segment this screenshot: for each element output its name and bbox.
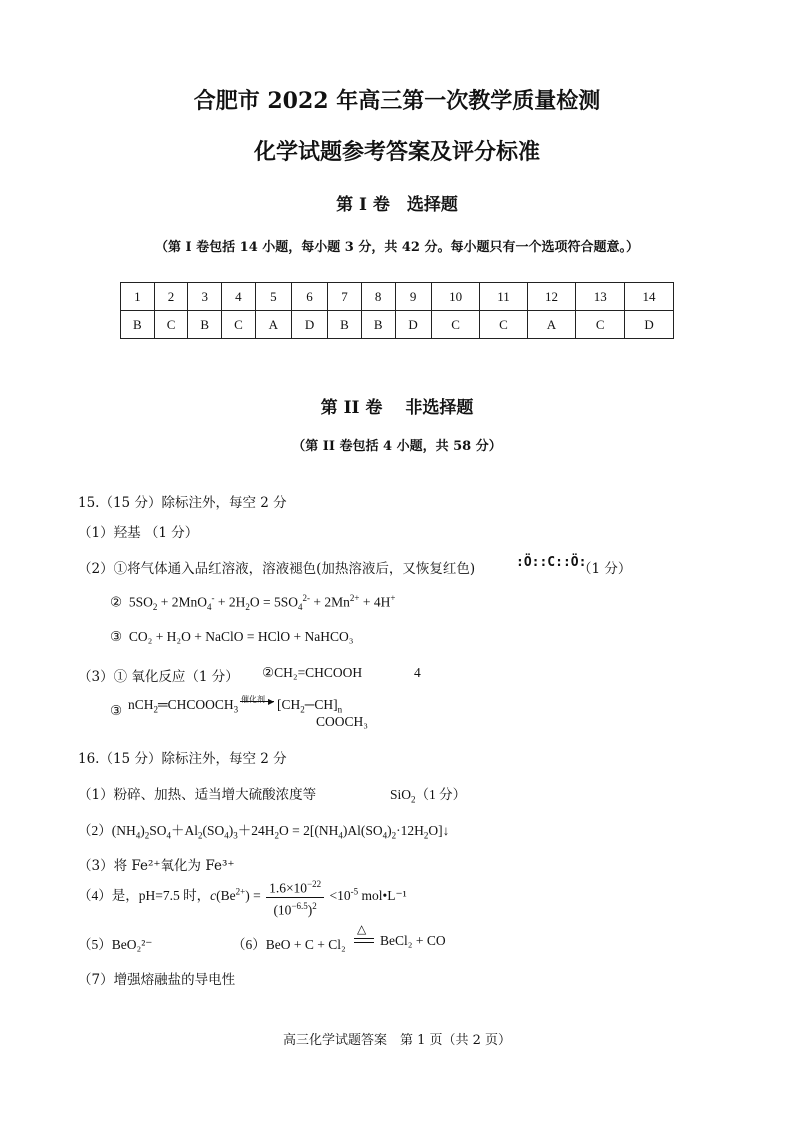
question-number-cell: 4 [222,283,256,311]
q15-line-1: （1）羟基 （1 分） [78,525,199,541]
q15-line-4 [110,629,353,645]
co2-lewis-structure: :Ö::C::Ö: [516,555,587,570]
part1-heading: 第 I 卷 选择题 [336,195,458,215]
q16-line-5: （5）BeO₂²⁻ [78,937,153,952]
polymer-side-group: COOCH₃ [316,714,368,729]
question-number-cell: 5 [255,283,291,311]
answer-cell: A [527,311,576,339]
answer-cell: B [121,311,155,339]
q15-line-5c: 4 [414,665,421,680]
question-number-cell: 11 [480,283,527,311]
answer-cell: B [188,311,222,339]
q16-line-3: （3）将 Fe²⁺氧化为 Fe³⁺ [78,858,235,874]
q16-line-1b: SiO$_2$（1 分） [390,787,467,805]
answer-cell: B [361,311,395,339]
q15-line-2: （2）①将气体通入品红溶液，溶液褪色(加热溶液后，又恢复红色) [78,561,476,577]
page-footer: 高三化学试题答案 第 1 页（共 2 页） [282,1033,512,1048]
q15-line-5a: （3）① 氧化反应（1 分） [78,669,239,685]
question-number-cell: 6 [291,283,327,311]
q16-line-2: $(2)(NH_4)_2SO_4+Al_2(SO_4)_3+24H_2O$ = $2[(NH_4)Al(SO_4)_2\cdot 12H_2O]↓$ [78,823,450,841]
answer-table [120,282,674,339]
equal-line-top [354,938,374,939]
question-number-cell: 13 [576,283,625,311]
q16-line-1b-score: （1 分） [415,787,467,802]
ksp-fraction: $\frac{1.6\times 10^{-22}}{(10^{-6.5})^2}$ [266,876,324,918]
answer-cell: D [625,311,674,339]
q15-head: 15.（15 分）除标注外，每空 2 分 [78,495,287,511]
answer-cell: C [480,311,527,339]
q15-line-4-equation: CO₂ + H₂O + NaClO = HClO + NaHCO₃ [128,629,354,644]
answer-table-number-row [121,283,674,311]
q15-line-3: ② $5SO_2 + 2MnO_4^- + 2H_2O = 5SO_4^{2-} + 2Mn^{2+} + 4H^+$ [110,593,396,613]
q16-line-4-prefix: （4）是，pH=7.5 时， [78,888,211,904]
q15-line-4-prefix: ③ [110,629,123,644]
answer-table-answer-row [121,311,674,339]
answer-cell: D [291,311,327,339]
page-title: 合肥市 2022 年高三第一次教学质量检测 [193,88,601,114]
question-number-cell: 14 [625,283,674,311]
question-number-cell: 3 [188,283,222,311]
page-subtitle: 化学试题参考答案及评分标准 [253,139,540,165]
part1-note: （第 I 卷包括 14 小题，每小题 3 分，共 42 分。每小题只有一个选项符合题意。） [154,240,639,255]
q15-line-5b: ②CH₂=CHCOOH [262,665,363,680]
q16-line-6: （6）BeO + C + Cl₂ [232,937,346,952]
polymerization-equation: $nCH_2═CHCOOCH_3$ [128,697,239,715]
question-number-cell: 9 [395,283,431,311]
catalyst-label: 催化剂 [241,695,265,704]
answer-cell: C [431,311,480,339]
question-number-cell: 8 [361,283,395,311]
answer-cell: C [222,311,256,339]
q16-line-4-unit: mol•L⁻¹ [361,888,407,904]
answer-cell: C [154,311,188,339]
q15-line-3-prefix: ② [110,594,123,610]
answer-cell: A [255,311,291,339]
question-number-cell: 12 [527,283,576,311]
question-number-cell: 10 [431,283,480,311]
question-number-cell: 7 [328,283,362,311]
q16-line-1a: （1）粉碎、加热、适当增大硫酸浓度等 [78,787,317,803]
answer-cell: C [576,311,625,339]
part2-note: （第 II 卷包括 4 小题，共 58 分） [292,439,502,454]
q16-line-6-products: BeCl₂ + CO [380,933,446,948]
answer-cell: B [328,311,362,339]
q15-line-2-score: （1 分） [578,561,632,577]
heat-symbol: △ [357,922,367,936]
q16-line-4: （4）是，pH=7.5 时，$c(Be^{2+})$ = $\frac{1.6\times 10^{-22}}{(10^{-6.5})^2}$ $<10^{-5}$ mol•L⁻¹ [78,876,407,918]
q16-head: 16.（15 分）除标注外，每空 2 分 [78,751,287,767]
part2-heading: 第 II 卷 非选择题 [320,398,474,418]
polymer-product: $[CH_2─CH]_n$ [277,697,343,715]
q16-line-7: （7）增强熔融盐的导电性 [78,972,236,988]
reaction-arrow-head: ▶ [268,697,275,706]
equal-line-bottom [354,942,374,943]
answer-cell: D [395,311,431,339]
question-number-cell: 2 [154,283,188,311]
q15-line-6-prefix: ③ [110,703,123,719]
question-number-cell: 1 [121,283,155,311]
